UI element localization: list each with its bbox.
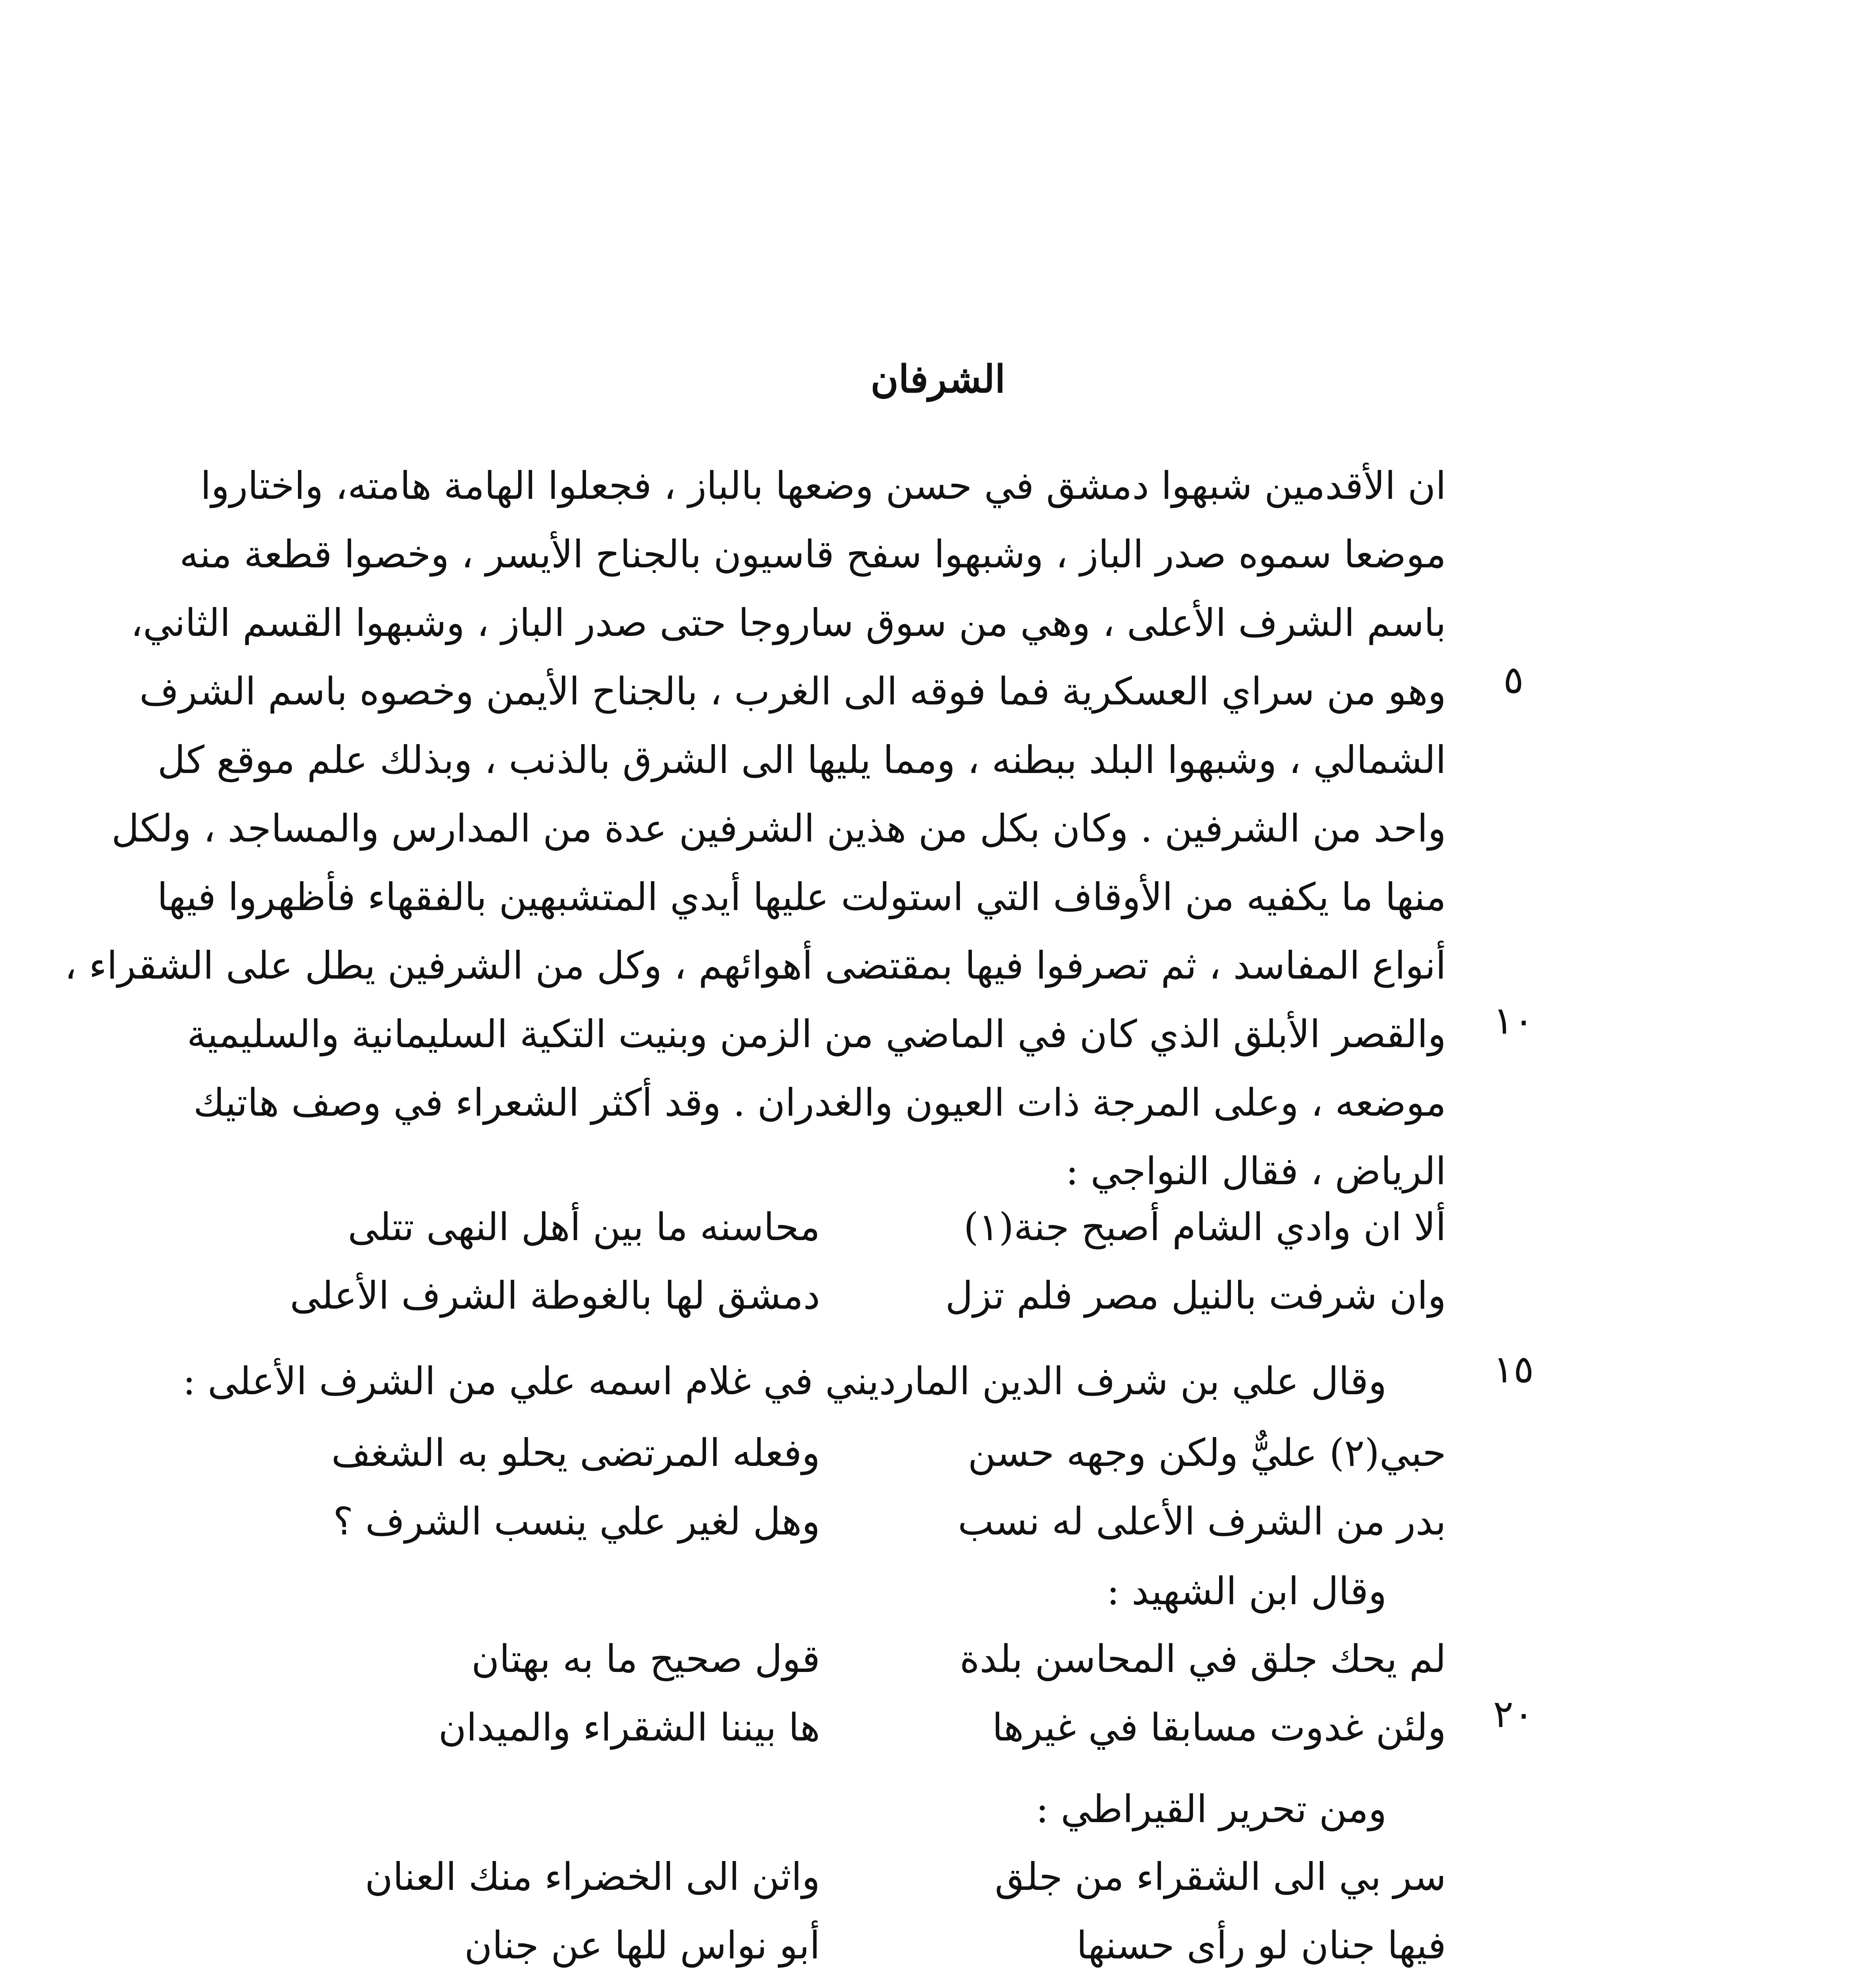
paragraph-line: موضعه ، وعلى المرجة ذات العيون والغدران . وقد أكثر الشعراء في وصف هاتيك xyxy=(193,1080,1446,1125)
verse-intro: ومن تحرير القيراطي : xyxy=(1036,1787,1387,1831)
paragraph-line: الشمالي ، وشبهوا البلد ببطنه ، ومما يليها الى الشرق بالذنب ، وبذلك علم موقع كل xyxy=(157,738,1446,782)
verse-first-hemistich: وان شرفت بالنيل مصر فلم تزل xyxy=(945,1273,1446,1318)
verse-first-hemistich: ولئن غدوت مسابقا في غيرها xyxy=(992,1705,1446,1750)
verse-first-hemistich: بدر من الشرف الأعلى له نسب xyxy=(958,1499,1446,1544)
verse-group-nawaji xyxy=(198,1193,1446,1330)
verse-group-qirati xyxy=(198,1842,1446,1981)
verse-second-hemistich: قول صحيح ما به بهتان xyxy=(471,1636,820,1681)
verse-first-hemistich: حبي(٢) عليٌّ ولكن وجهه حسن xyxy=(968,1430,1446,1475)
verse-second-hemistich: دمشق لها بالغوطة الشرف الأعلى xyxy=(290,1273,820,1318)
paragraph-line: والقصر الأبلق الذي كان في الماضي من الزمن وبنيت التكية السليمانية والسليمية xyxy=(187,1012,1446,1056)
verse-intro: وقال ابن الشهيد : xyxy=(1107,1569,1387,1613)
verse-intro: وقال علي بن شرف الدين المارديني في غلام اسمه علي من الشرف الأعلى : xyxy=(183,1359,1387,1403)
verse-group-mardini xyxy=(198,1418,1446,1555)
verse-line xyxy=(198,1842,1446,1911)
verse-line xyxy=(198,1979,1446,1981)
verse-first-hemistich: لم يحك جلق في المحاسن بلدة xyxy=(960,1636,1446,1681)
verse-line xyxy=(198,1193,1446,1261)
verse-line xyxy=(198,1418,1446,1487)
verse-group-ibn-shahid xyxy=(198,1624,1446,1762)
paragraph-line: أنواع المفاسد ، ثم تصرفوا فيها بمقتضى أهوائهم ، وكل من الشرفين يطل على الشقراء ، xyxy=(64,943,1446,988)
verse-second-hemistich: وهل لغير علي ينسب الشرف ؟ xyxy=(333,1499,820,1544)
verse-line xyxy=(198,1261,1446,1330)
verse-second-hemistich: محاسنه ما بين أهل النهى تتلى xyxy=(347,1204,820,1249)
verse-second-hemistich: أبو نواس للها عن جنان xyxy=(464,1923,820,1968)
page-title: الشرفان xyxy=(870,357,1006,401)
verse-first-hemistich: ألا ان وادي الشام أصبح جنة(١) xyxy=(964,1204,1446,1249)
line-number: ٥ xyxy=(1503,658,1524,702)
paragraph-line: واحد من الشرفين . وكان بكل من هذين الشرفين عدة من المدارس والمساجد ، ولكل xyxy=(111,806,1446,851)
verse-second-hemistich: وفعله المرتضى يحلو به الشغف xyxy=(331,1430,820,1475)
verse-second-hemistich: واثن الى الخضراء منك العنان xyxy=(365,1854,820,1899)
paragraph-line: منها ما يكفيه من الأوقاف التي استولت عليها أيدي المتشبهين بالفقهاء فأظهروا فيها xyxy=(157,875,1446,919)
verse-line xyxy=(198,1693,1446,1762)
verse-second-hemistich: ها بيننا الشقراء والميدان xyxy=(438,1705,820,1750)
verse-line xyxy=(198,1624,1446,1693)
paragraph-line: الرياض ، فقال النواجي : xyxy=(1065,1149,1446,1193)
verse-first-hemistich: فيها جنان لو رأى حسنها xyxy=(1076,1923,1446,1968)
line-number: ٢٠ xyxy=(1493,1692,1534,1736)
main-paragraph xyxy=(64,452,1446,1206)
line-number: ١٥ xyxy=(1493,1347,1534,1391)
verse-line xyxy=(198,1487,1446,1555)
paragraph-line: موضعا سموه صدر الباز ، وشبهوا سفح قاسيون بالجناح الأيسر ، وخصوا قطعة منه xyxy=(179,532,1446,576)
paragraph-line: وهو من سراي العسكرية فما فوقه الى الغرب ، بالجناح الأيمن وخصوه باسم الشرف xyxy=(139,669,1446,714)
verse-first-hemistich: سر بي الى الشقراء من جلق xyxy=(994,1854,1446,1899)
paragraph-line: ان الأقدمين شبهوا دمشق في حسن وضعها بالباز ، فجعلوا الهامة هامته، واختاروا xyxy=(200,464,1446,508)
line-number: ١٠ xyxy=(1493,998,1534,1043)
paragraph-line: باسم الشرف الأعلى ، وهي من سوق ساروجا حتى صدر الباز ، وشبهوا القسم الثاني، xyxy=(130,601,1446,645)
verse-line xyxy=(198,1911,1446,1979)
